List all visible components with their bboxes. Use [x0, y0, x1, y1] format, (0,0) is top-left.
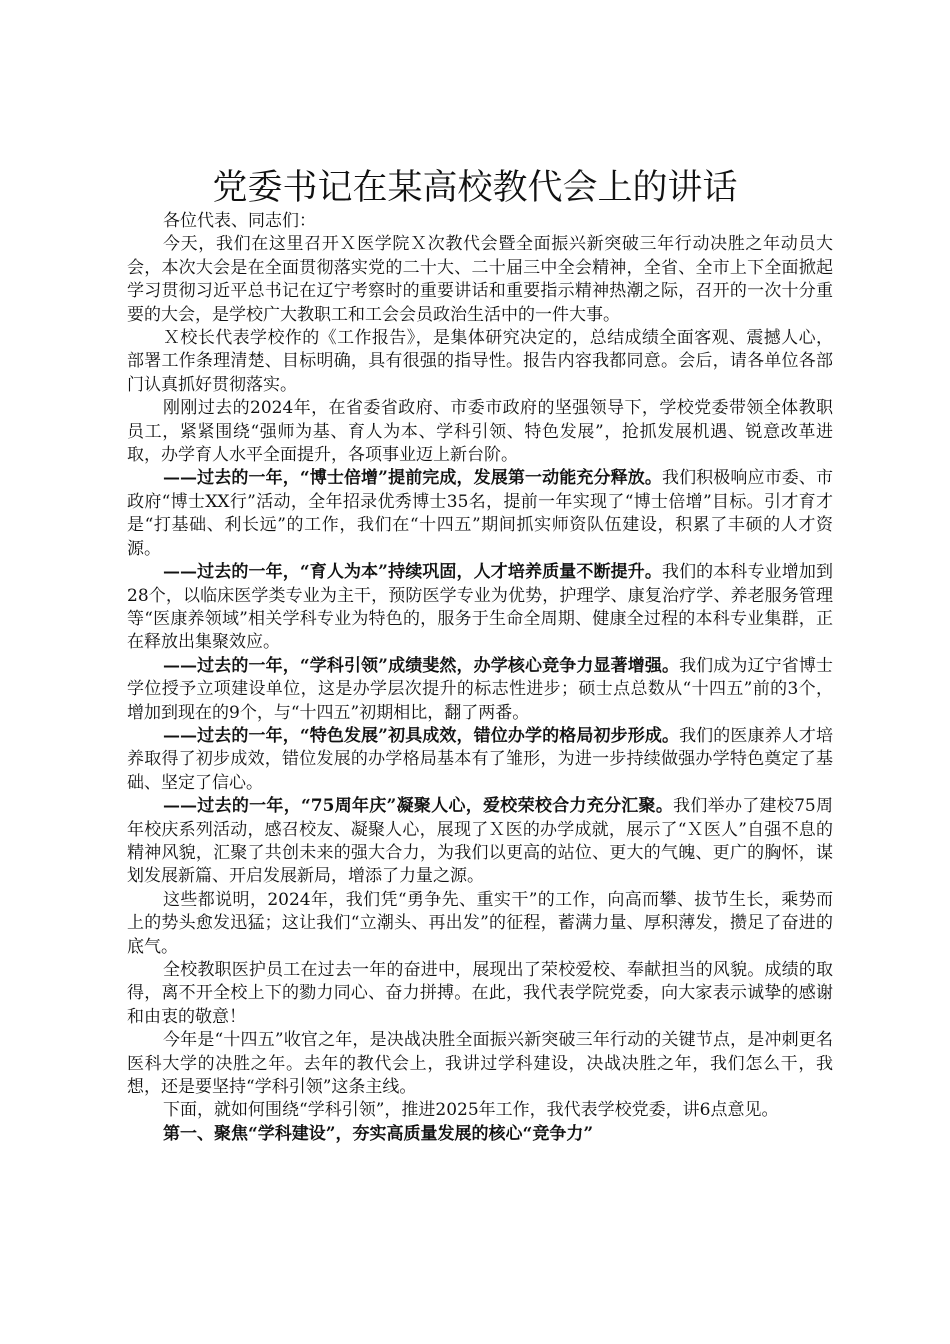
- paragraph-text: 我们成为辽宁省博士学位授予立项建设单位，这是办学层次提升的标志性进步；硕士点总数从“十四五”前的3个，增加到现在的9个，与“十四五”初期相比，翻了两番。: [127, 655, 833, 723]
- achievement-paragraph: [127, 795, 833, 889]
- paragraph: [127, 889, 833, 959]
- achievement-heading: ——过去的一年，“75周年庆”凝聚人心，爱校荣校合力充分汇聚。: [163, 796, 674, 817]
- paragraph: [127, 1099, 833, 1122]
- paragraph-text: 我们的医康养人才培养取得了初步成效，错位发展的办学格局基本有了雏形，为进一步持续做强办学特色奠定了基础、坚定了信心。: [127, 725, 833, 793]
- paragraph: [127, 397, 833, 467]
- document-title: 党委书记在某高校教代会上的讲话: [212, 168, 738, 208]
- paragraph-text: 今年是“十四五”收官之年，是决战决胜全面振兴新突破三年行动的关键节点，是冲刺更名医科大学的决胜之年。去年的教代会上，我讲过学科建设，决战决胜之年，我们怎么干，我想，还是要坚持“学科引领”这条主线。: [127, 1030, 833, 1098]
- paragraph: [127, 1029, 833, 1099]
- paragraph-text: 我们积极响应市委、市政府“博士XX行”活动，全年招录优秀博士35名，提前一年实现了“博士倍增”目标。引才育才是“打基础、利长远”的工作，我们在“十四五”期间抓实师资队伍建设，积累了丰硕的人才资源。: [127, 468, 834, 559]
- paragraph: [127, 233, 833, 327]
- paragraph-text: 下面，就如何围绕“学科引领”，推进2025年工作，我代表学校党委，讲6点意见。: [163, 1100, 779, 1121]
- paragraph-text: 我们的本科专业增加到28个，以临床医学类专业为主干，预防医学专业为优势，护理学、康复治疗学、养老服务管理等“医康养领域”相关学科专业为特色的，服务于生命全周期、健康全过程的本科专业集群，正在释放出集聚效应。: [127, 562, 834, 653]
- paragraph: [127, 959, 833, 1029]
- achievement-paragraph: [127, 725, 833, 795]
- paragraph-text: 我们举办了建校75周年校庆系列活动，感召校友、凝聚人心，展现了Ｘ医的办学成就，展示了“Ｘ医人”自强不息的精神风貌，汇聚了共创未来的强大合力，为我们以更高的站位、更大的气魄、更广的胸怀，谋划发展新篇、开启发展新局，增添了力量之源。: [127, 796, 833, 887]
- paragraph: [127, 327, 833, 397]
- paragraph-text: 全校教职医护员工在过去一年的奋进中，展现出了荣校爱校、奉献担当的风貌。成绩的取得，离不开全校上下的勠力同心、奋力拼搏。在此，我代表学院党委，向大家表示诚挚的感谢和由衷的敬意！: [127, 960, 833, 1027]
- section-heading: [127, 1123, 833, 1146]
- document-body: [127, 210, 833, 1146]
- paragraph-text: 今天，我们在这里召开Ｘ医学院Ｘ次教代会暨全面振兴新突破三年行动决胜之年动员大会，本次大会是在全面贯彻落实党的二十大、二十届三中全会精神，全省、全市上下全面掀起学习贯彻习近平总书记在辽宁考察时的重要讲话和重要指示精神热潮之际，召开的一次十分重要的大会，是学校广大教职工和工会会员政治生活中的一件大事。: [127, 234, 833, 325]
- achievement-heading: ——过去的一年，“学科引领”成绩斐然，办学核心竞争力显著增强。: [163, 655, 680, 676]
- salutation: 各位代表、同志们：: [163, 211, 316, 231]
- achievement-paragraph: [127, 655, 833, 725]
- paragraph-text: Ｘ校长代表学校作的《工作报告》，是集体研究决定的，总结成绩全面客观、震撼人心，部署工作条理清楚、目标明确，具有很强的指导性。报告内容我都同意。会后，请各单位各部门认真抓好贯彻落实。: [127, 328, 833, 395]
- achievement-paragraph: [127, 561, 833, 655]
- paragraph-text: 这些都说明，2024年，我们凭“勇争先、重实干”的工作，向高而攀、拔节生长，乘势而上的势头愈发迅猛；这让我们“立潮头、再出发”的征程，蓄满力量、厚积薄发，攒足了奋进的底气。: [127, 889, 833, 957]
- section-heading-text: 第一、聚焦“学科建设”，夯实高质量发展的核心“竞争力”: [163, 1123, 594, 1144]
- achievement-heading: ——过去的一年，“特色发展”初具成效，错位办学的格局初步形成。: [163, 725, 680, 746]
- achievement-heading: ——过去的一年，“育人为本”持续巩固，人才培养质量不断提升。: [163, 562, 662, 583]
- achievement-heading: ——过去的一年，“博士倍增”提前完成，发展第一动能充分释放。: [163, 468, 662, 489]
- achievement-paragraph: [127, 467, 833, 561]
- paragraph-text: 刚刚过去的2024年，在省委省政府、市委市政府的坚强领导下，学校党委带领全体教职员工，紧紧围绕“强师为基、育人为本、学科引领、特色发展”，抢抓发展机遇、锐意改革进取，办学育人水平全面提升，各项事业迈上新台阶。: [127, 398, 833, 466]
